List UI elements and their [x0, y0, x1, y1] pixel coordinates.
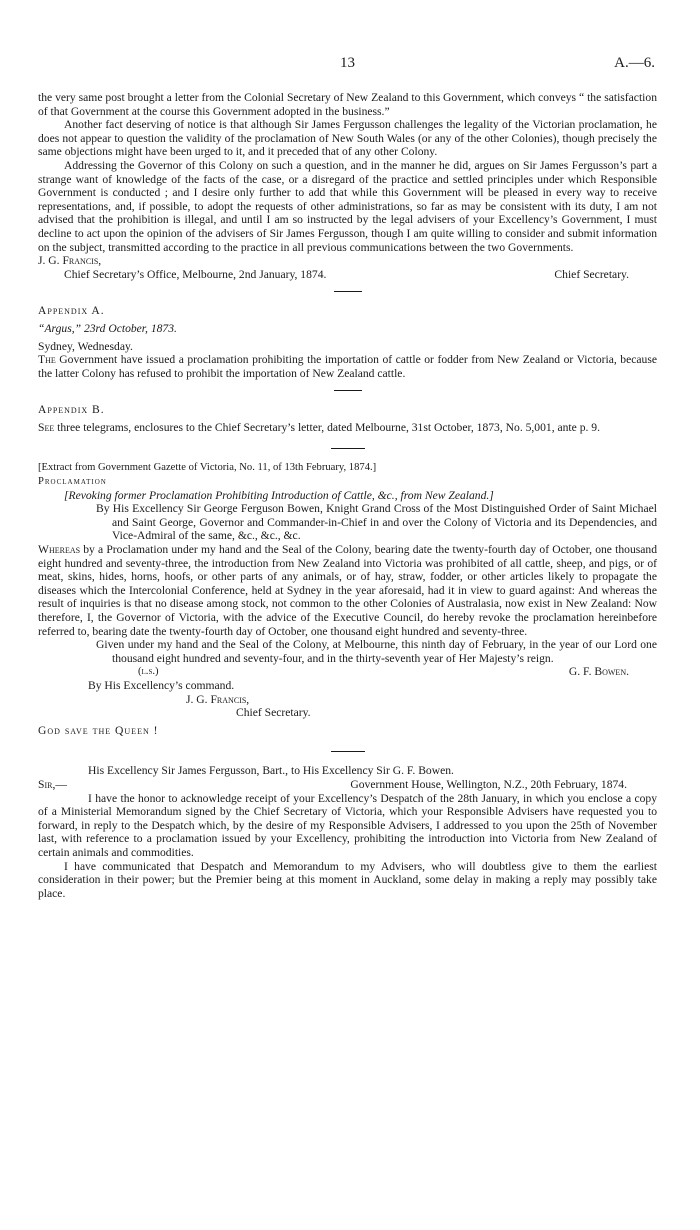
gazette-extract-note: [Extract from Government Gazette of Victoria, No. 11, of 13th February, 1874.]: [38, 462, 377, 474]
proclamation-whereas: Whereas by a Proclamation under my hand and the Seal of the Colony, bearing date the twenty-fourth day of October, one thousand eight hundred and seventy-three, the introduction from New Zealand into Victoria was prohibited of all cattle, sheep, and pigs, or of meat, skins, hides, horns, hoofs, or other parts of any animals, or of hay, straw, fodder, or other articles likely to propagate the diseases which the Intercolonial Conference, held at Sydney in the year aforesaid, had it in view to guard against: And whereas the result of inquiries is that no disease among stock, not common to the other Colonies of Australasia, now exist in New Zealand: Now therefore, I, the Governor of Victoria, with the advice of the Executive Council, do hereby revoke the proclamation hereinbefore referred to, bearing date the twenty-fourth day of October, one thousand eight hundred and seventy-three.: [38, 543, 657, 638]
governor-signature: G. F. Bowen.: [568, 665, 629, 679]
appendix-a-source: “Argus,” 23rd October, 1873.: [38, 321, 177, 335]
page-number: 13: [340, 55, 355, 71]
divider-rule: [334, 390, 362, 391]
divider-rule: [331, 751, 365, 752]
proclamation-signature-row: [38, 665, 657, 679]
letter2-salutation-row: [38, 778, 657, 792]
letter2-address: Government House, Wellington, N.Z., 20th February, 1874.: [350, 777, 627, 791]
letter1-paragraph-2: Another fact deserving of notice is that although Sir James Fergusson challenges the legality of the Victorian proclamation, he does not appear to question the validity of the proclamation of New South Wales (or any of the other Colonies), though precisely the same objections might have been urged to it, and it preceded that of any other Colony.: [38, 118, 657, 159]
seal-mark: (l.s.): [138, 666, 159, 678]
letter2-paragraph-1: I have the honor to acknowledge receipt of your Excellency’s Despatch of the 28th January, in which you enclose a copy of a Ministerial Memorandum signed by the Chief Secretary of Victoria, which your Responsible Advisers have requested you to forward, in reply to the Despatch which, by the desire of my Responsible Advisers, I addressed to you upon the 25th of November last, with reference to a proclamation issued by your Excellency, prohibiting the introduction into Victoria from New Zealand of certain animals and commodities.: [38, 791, 657, 859]
appendix-b-body: See three telegrams, enclosures to the Chief Secretary’s letter, dated Melbourne, 31st October, 1873, No. 5,001, ante p. 9.: [38, 420, 600, 434]
proclamation-command: By His Excellency’s command.: [88, 678, 235, 692]
proclamation-closing: God save the Queen !: [38, 723, 159, 737]
letter1-paragraph-1: the very same post brought a letter from the Colonial Secretary of New Zealand to this Government, which conveys “ the satisfaction of that Government at the course this Government adopted in the business.”: [38, 91, 657, 118]
page-content: [38, 91, 657, 900]
proclamation-by-line: By His Excellency Sir George Ferguson Bowen, Knight Grand Cross of the Most Distinguished Order of Saint Michael and Saint George, Governor and Commander-in-Chief in and over the Colony of Victoria and its Dependencies, and Vice-Admiral of the same, &c., &c., &c.: [96, 502, 657, 543]
proclamation-title: Proclamation: [38, 476, 107, 488]
letter1-office: Chief Secretary’s Office, Melbourne, 2nd January, 1874.: [64, 267, 327, 281]
letter2-paragraph-2: I have communicated that Despatch and Memorandum to my Advisers, who will doubtless give to them the earliest consideration in their power; but the Premier being at this moment in Auckland, some delay in making a reply may possibly take place.: [38, 859, 657, 900]
proclamation-counter-signer: J. G. Francis,: [186, 692, 250, 706]
letter2-salutation: Sir,—: [38, 777, 67, 791]
letter1-paragraph-3: Addressing the Governor of this Colony on such a question, and in the manner he did, argues on Sir James Fergusson’s part a strange want of knowledge of the facts of the case, or a disregard of the practice and settled principles under which Responsible Government is conducted ; and I desire only further to add that while this Government will be pleased in every way to receive representations, and, if possible, to adopt the requests of other administrations, so far as may be consistent with its duty, I am not advised that the prohibition is illegal, and until I am so instructed by the legal advisers of your Excellency’s Government, I must decline to act upon the opinion of the advisers of Sir James Fergusson, though I am quite willing to consider and submit information on the subject, transmitted according to the practice in all previous communications between the two Governments.: [38, 158, 657, 254]
paper-reference: A.—6.: [614, 55, 655, 71]
letter1-signer-title: Chief Secretary.: [554, 267, 629, 281]
letter1-signature-row: [38, 268, 657, 282]
appendix-a-heading: Appendix A.: [38, 304, 105, 318]
appendix-a-body: The Government have issued a proclamation prohibiting the importation of cattle or fodder from New Zealand or Victoria, because the latter Colony has refused to prohibit the importation of New Zealand cattle.: [38, 353, 657, 380]
appendix-b-heading: Appendix B.: [38, 403, 105, 417]
letter1-signer: J. G. Francis,: [38, 254, 102, 268]
divider-rule: [334, 291, 362, 292]
page-header: [40, 55, 655, 77]
proclamation-counter-title: Chief Secretary.: [236, 706, 311, 720]
proclamation-subtitle: [Revoking former Proclamation Prohibiting Introduction of Cattle, &c., from New Zealand.]: [64, 488, 494, 502]
divider-rule: [331, 448, 365, 449]
appendix-a-dateline: Sydney, Wednesday.: [38, 339, 133, 353]
proclamation-given: Given under my hand and the Seal of the Colony, at Melbourne, this ninth day of February, in the year of our Lord one thousand eight hundred and seventy-four, and in the thirty-seventh year of Her Majesty’s reign.: [96, 638, 657, 665]
letter2-heading: His Excellency Sir James Fergusson, Bart., to His Excellency Sir G. F. Bowen.: [88, 764, 454, 778]
